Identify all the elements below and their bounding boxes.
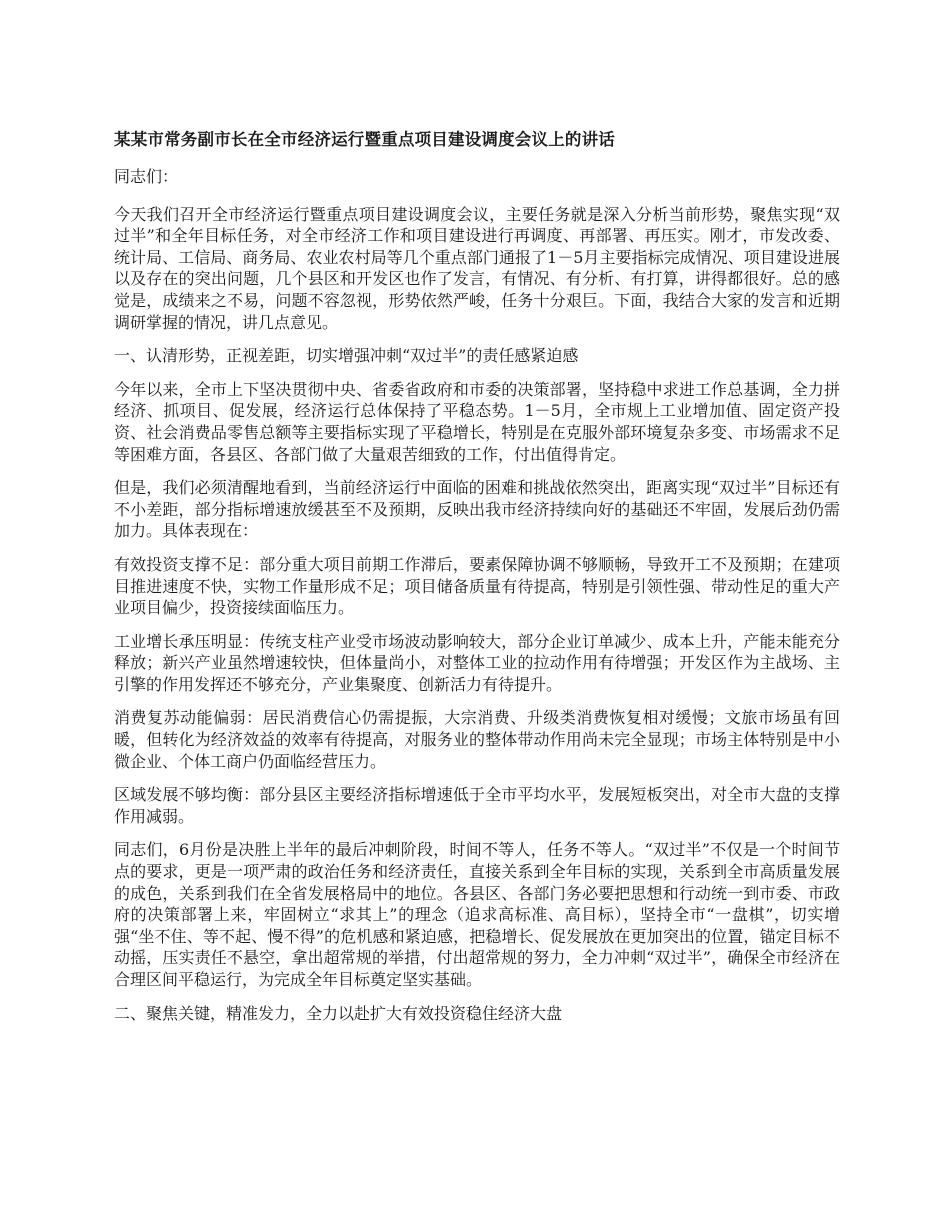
issue-consumption-paragraph: 消费复苏动能偏弱：居民消费信心仍需提振，大宗消费、升级类消费恢复相对缓慢；文旅市场虽有回暖，但转化为经济效益的效率有待提高，对服务业的整体带动作用尚未完全显现；市场主体特别是中小微企业、个体工商户仍面临经营压力。 [114,708,840,771]
salutation: 同志们： [114,167,179,186]
body-paragraph: 但是，我们必须清醒地看到，当前经济运行中面临的困难和挑战依然突出，距离实现“双过半”目标还有不小差距，部分指标增速放缓甚至不及预期，反映出我市经济持续向好的基础还不牢固，发展后劲仍需加力。具体表现在： [114,478,840,541]
document-title: 某某市常务副市长在全市经济运行暨重点项目建设调度会议上的讲话 [114,130,615,149]
issue-industry-paragraph: 工业增长承压明显：传统支柱产业受市场波动影响较大，部分企业订单减少、成本上升，产能未能充分释放；新兴产业虽然增速较快，但体量尚小，对整体工业的拉动作用有待增强；开发区作为主战场、主引擎的作用发挥还不够充分，产业集聚度、创新活力有待提升。 [114,631,840,694]
issue-investment-paragraph: 有效投资支撑不足：部分重大项目前期工作滞后，要素保障协调不够顺畅，导致开工不及预期；在建项目推进速度不快，实物工作量形成不足；项目储备质量有待提高，特别是引领性强、带动性足的重大产业项目偏少，投资接续面临压力。 [114,554,840,618]
issue-regional-paragraph: 区域发展不够均衡：部分县区主要经济指标增速低于全市平均水平，发展短板突出，对全市大盘的支撑作用减弱。 [114,785,840,826]
section-heading-1: 一、认清形势，正视差距，切实增强冲刺“双过半”的责任感紧迫感 [114,346,579,366]
section-heading-2: 二、聚焦关键，精准发力，全力以赴扩大有效投资稳住经济大盘 [114,1003,563,1023]
document-page [114,128,840,1036]
opening-paragraph: 今天我们召开全市经济运行暨重点项目建设调度会议，主要任务就是深入分析当前形势，聚焦实现“双过半”和全年目标任务，对全市经济工作和项目建设进行再调度、再部署、再压实。刚才，市发改委、统计局、工信局、商务局、农业农村局等几个重点部门通报了1－5月主要指标完成情况、项目建设进展以及存在的突出问题，几个县区和开发区也作了发言，有情况、有分析、有打算，讲得都很好。总的感觉是，成绩来之不易，问题不容忽视，形势依然严峻，任务十分艰巨。下面，我结合大家的发言和近期调研掌握的情况，讲几点意见。 [114,204,840,332]
body-paragraph: 同志们，6月份是决胜上半年的最后冲刺阶段，时间不等人，任务不等人。“双过半”不仅是一个时间节点的要求，更是一项严肃的政治任务和经济责任，直接关系到全年目标的实现，关系到全市高质量发展的成色，关系到我们在全省发展格局中的地位。各县区、各部门务必要把思想和行动统一到市委、市政府的决策部署上来，牢固树立“求其上”的理念（追求高标准、高目标），坚持全市“一盘棋”，切实增强“坐不住、等不起、慢不得”的危机感和紧迫感，把稳增长、促发展放在更加突出的位置，锚定目标不动摇，压实责任不悬空，拿出超常规的举措，付出超常规的努力，全力冲刺“双过半”，确保全市经济在合理区间平稳运行，为完成全年目标奠定坚实基础。 [114,840,840,989]
body-paragraph: 今年以来，全市上下坚决贯彻中央、省委省政府和市委的决策部署，坚持稳中求进工作总基调，全力拼经济、抓项目、促发展，经济运行总体保持了平稳态势。1－5月，全市规上工业增加值、固定资产投资、社会消费品零售总额等主要指标实现了平稳增长，特别是在克服外部环境复杂多变、市场需求不足等困难方面，各县区、各部门做了大量艰苦细致的工作，付出值得肯定。 [114,379,840,464]
